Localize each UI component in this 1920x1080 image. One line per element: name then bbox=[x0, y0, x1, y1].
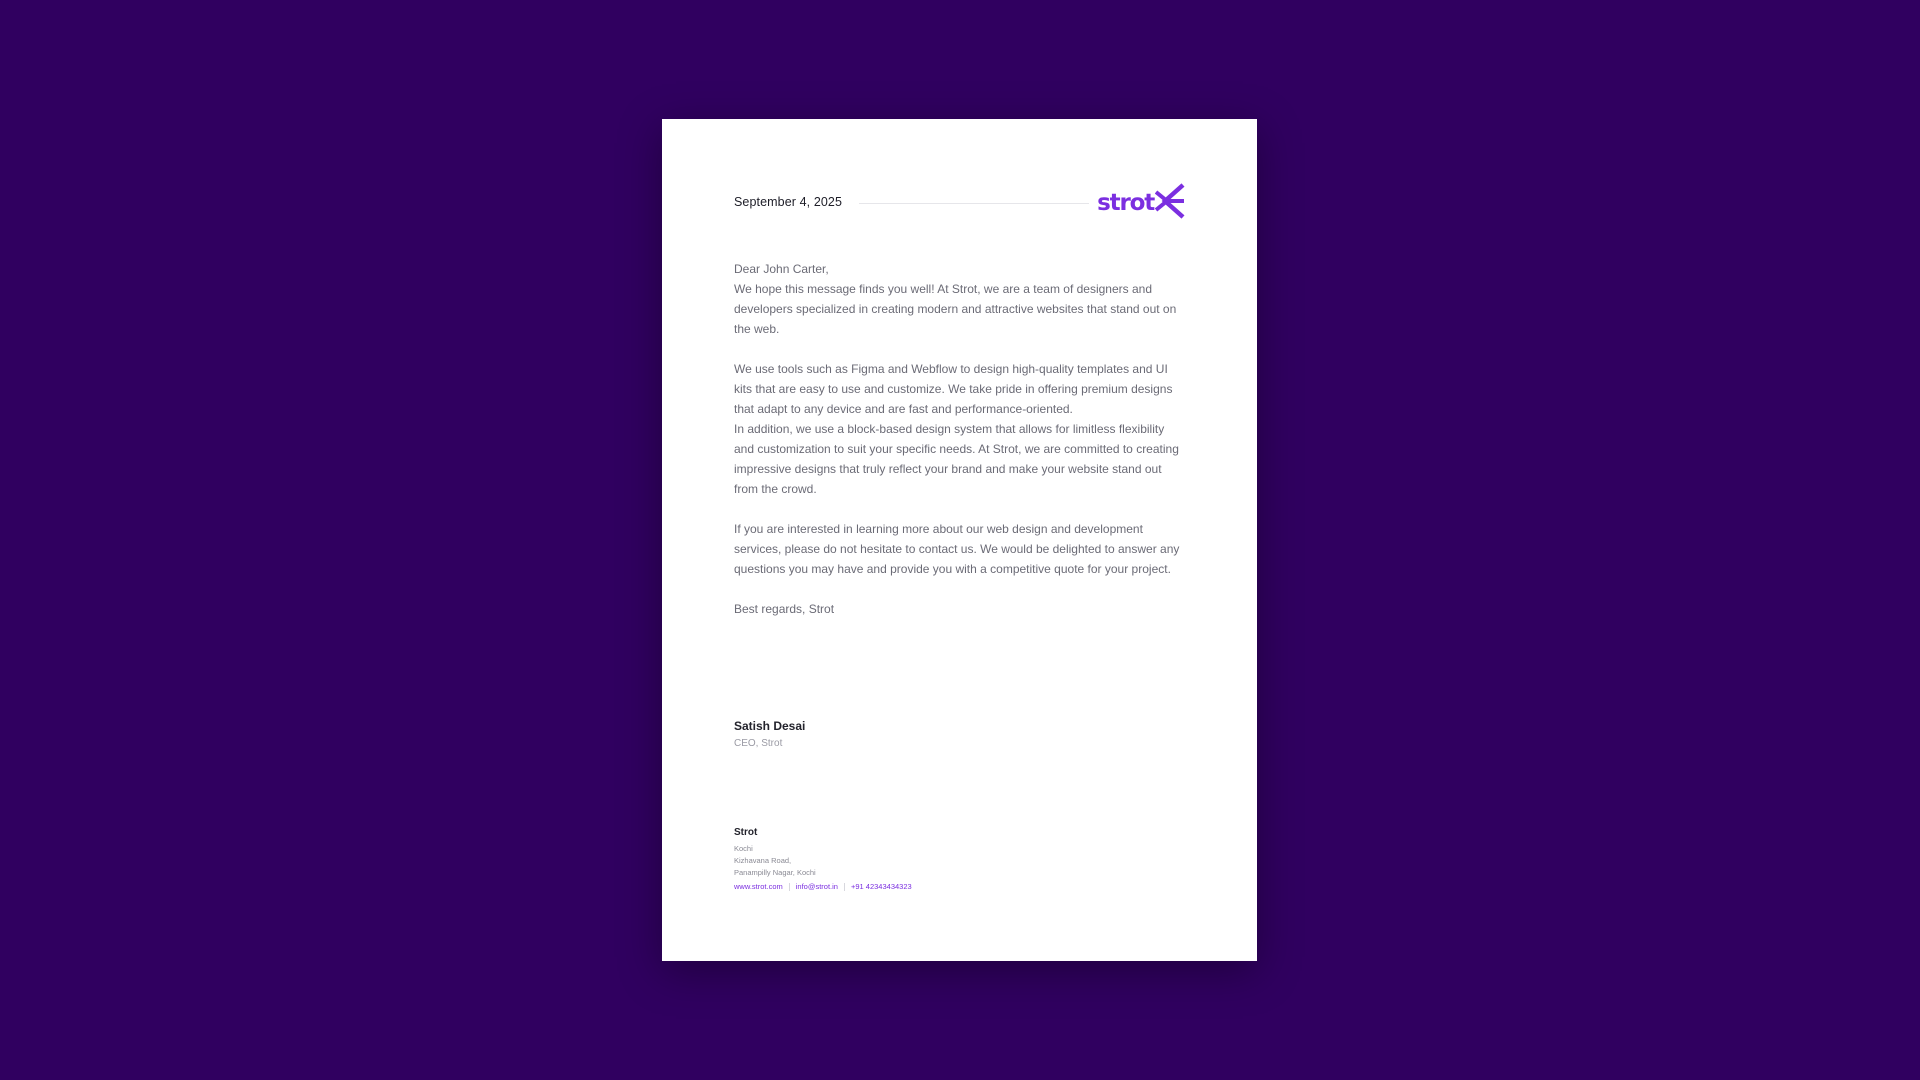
contact-divider bbox=[789, 883, 790, 891]
signer-role: CEO, Strot bbox=[734, 738, 783, 749]
address-line: Panampilly Nagar, Kochi bbox=[734, 868, 816, 877]
address-line: Kochi bbox=[734, 844, 753, 853]
paragraph-intro: We hope this message finds you well! At Strot, we are a team of designers and developers specialized in creating modern and attractive websites that stand out on the web. bbox=[734, 282, 1177, 336]
email-link[interactable]: info@strot.in bbox=[795, 882, 838, 891]
paragraph-contact: If you are interested in learning more about our web design and development services, please do not hesitate to contact us. We would be delighted to answer any questions you may have and provide you with a competitive quote for your project. bbox=[734, 522, 1180, 576]
contact-divider bbox=[844, 883, 845, 891]
letter-date: September 4, 2025 bbox=[734, 195, 843, 209]
letter-body bbox=[734, 259, 1186, 619]
website-link[interactable]: www.strot.com bbox=[734, 882, 783, 891]
closing: Best regards, Strot bbox=[734, 602, 835, 616]
strot-logo bbox=[1097, 183, 1185, 223]
logo-text: strot bbox=[1097, 189, 1154, 216]
greeting: Dear John Carter, bbox=[734, 262, 829, 276]
footer-company: Strot bbox=[734, 827, 758, 838]
letter-page bbox=[662, 119, 1257, 961]
signature-block bbox=[734, 719, 805, 749]
paragraph-tools: We use tools such as Figma and Webflow to design high-quality templates and UI kits that are easy to use and customize. We take pride in offering premium designs that adapt to any device and are fast and performance-oriented. bbox=[734, 362, 1173, 416]
phone-link[interactable]: +91 42343434323 bbox=[850, 882, 912, 891]
footer-contacts bbox=[734, 882, 912, 891]
header-divider bbox=[859, 203, 1089, 204]
signer-name: Satish Desai bbox=[734, 719, 806, 733]
paragraph-design-system: In addition, we use a block-based design system that allows for limitless flexibility and customization to suit your specific needs. At Strot, we are committed to creating impressive designs that truly reflect your brand and make your website stand out from the crowd. bbox=[734, 422, 1179, 496]
strot-logo-mark-icon bbox=[1155, 183, 1185, 224]
letter-header bbox=[734, 183, 1185, 223]
letter-footer bbox=[734, 827, 912, 891]
address-line: Kizhavana Road, bbox=[734, 856, 792, 865]
